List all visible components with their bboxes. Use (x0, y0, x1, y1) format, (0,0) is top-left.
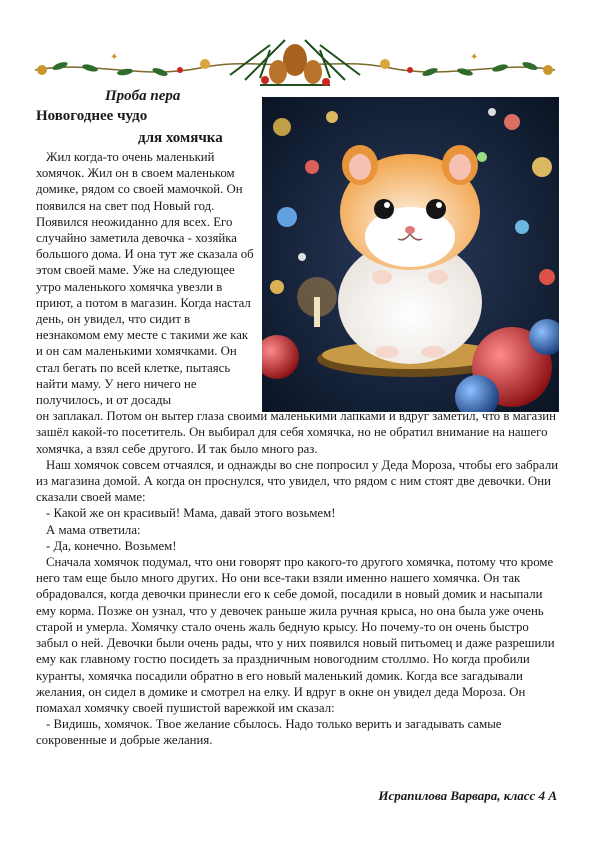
story-paragraph-3: Сначала хомячок подумал, что они говорят про какого-то другого хомячка, потому что кроме него там еще было много других. Но они все-таки взяли именно нашего хомячка. Он так обрадовался, когда девочки принесли его к себе домой, посадили в новый домик и насыпали ему корма. Позже он узнал, что у девочек раньше жила ручная крыса, но она была уже очень старой и умерла. Хомячку стало очень жаль бедную крысу. Но почему-то он очень быстро забыл о ней. Девочки были очень рады, что у них появился новый питьомец и даже разрешили ему как главному гостю посидеть за праздничным новогодним столлмо. Но когда пробили куранты, хомячка посадили обратно в его новый маленький домик. Когда все загадывали желания, он сидел в домике и смотрел на елку. И вдруг в окне он увидел деда Мороза. Он помахал хомячку своей пушистой варежкой им сказал: (36, 555, 555, 715)
author-signature: Исрапилова Варвара, класс 4 А (378, 788, 557, 803)
story-paragraph-2: Наш хомячок совсем отчаялся, и однажды во сне попросил у Деда Мороза, чтобы его забрали из магазина домой. А когда он проснулся, что увидел, что рядом с ним стоят две девочки. Они сказали своей маме: (36, 457, 559, 505)
story-title-line-1: Новогоднее чудо (36, 108, 148, 124)
story-paragraph-1-narrow: Жил когда-то очень маленький хомячок. Жил он в своем маленьком домике, рядом со своей мамочкой. Он появился на свет под Новый год. Появился неожиданно для всех. Его случайно заметила девочка - хозяйка большого дома. И она тут же сказала об этом своей маме. Уже на следующее утро маленького хомячка увезли в приют, а потом в магазин. Когда настал день, он увидел, что сидит в незнакомом ему месте с такими же как и он сам маленькими хомячками. Он стал бегать по всей клетке, пытаясь найти маму. У него ничего не получилось, и от досады (36, 150, 254, 408)
section-label: Проба пера (105, 88, 181, 104)
story-paragraph-1-continued: он заплакал. Потом он вытер глаза своими маленькими лапками и вдруг заметил, что в магазин зашёл какой-то посетитель. Он выбирал для себя хомячка, но не обратил внимание на нашего хомячка, а взял себе другого. И так было много раз. (36, 409, 556, 456)
dialogue-line-1: - Какой же он красивый! Мама, давай этого возьмем! (46, 506, 336, 521)
dialogue-line-4: - Видишь, хомячок. Твое желание сбылось. Надо только верить и загадывать самые сокровенные и добрые желания. (36, 717, 502, 748)
svg-text:✦: ✦ (110, 52, 119, 63)
dialogue-line-2: А мама ответила: (46, 522, 141, 537)
story-body (36, 149, 559, 749)
svg-text:✦: ✦ (470, 52, 479, 63)
story-title-line-2: для хомячка (138, 130, 223, 146)
christmas-garland-decoration (30, 30, 560, 92)
dialogue-line-3: - Да, конечно. Возьмем! (46, 538, 177, 553)
